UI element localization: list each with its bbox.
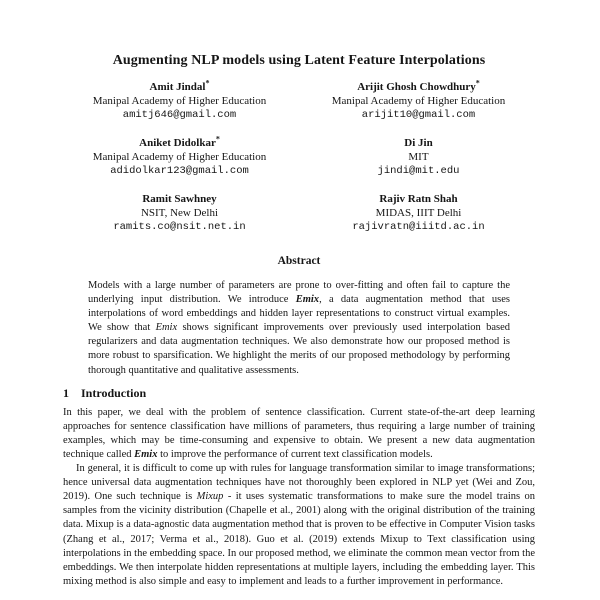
text-segment: Emix: [134, 448, 158, 460]
author-affiliation: MIDAS, IIIT Delhi: [375, 207, 462, 219]
author-email: adidolkar123@gmail.com: [110, 165, 249, 177]
author-affiliation: Manipal Academy of Higher Education: [92, 151, 267, 163]
text-segment: to improve the performance of current text classification models.: [157, 448, 433, 460]
text-segment: , a data augmentation method that uses interpolations of word embeddings and hidden layer representations to construct virtual examples. We show that: [88, 294, 510, 334]
text-segment: - it uses systematic transformations to make sure the model trains on samples from the vicinity distribution (Chapelle et al., 2001) along with the original distribution of the training data. Mixup is a data-agnostic data augmentation method that is proven to be effective in Computer Vision tasks (Zhang et al., 2017; Verma et al., 2018). Guo et al. (2019) extends Mixup to Text classification using interpolations in the embedding space. In our proposed method, we eliminate the common mean vector from the embeddings. We then interpolate hidden representations at multiple layers, including the embedding layer. This mixing method is also simple and easy to implement and leads to a further improvement in performance.: [63, 491, 535, 587]
author-name: Di Jin: [404, 137, 433, 149]
author-note: *: [205, 78, 210, 88]
author-block: [302, 80, 535, 122]
author-affiliation: Manipal Academy of Higher Education: [92, 95, 267, 107]
author-email: ramits.co@nsit.net.in: [113, 221, 246, 233]
author-block: [63, 80, 296, 122]
section-title: Introduction: [81, 385, 147, 400]
author-email: jindi@mit.edu: [377, 165, 460, 177]
text-segment: In this paper, we deal with the problem of sentence classification. Current state-of-the-art deep learning approaches for sentence classification have millions of parameters, thus requiring a large number of training examples, which may be time-consuming and expensive to obtain. We present a new data augmentation technique called: [63, 406, 535, 460]
author-block: [302, 192, 535, 234]
author-name: Rajiv Ratn Shah: [379, 193, 458, 205]
abstract-heading: Abstract: [277, 255, 321, 267]
author-affiliation: NSIT, New Delhi: [140, 207, 219, 219]
author-affiliation: Manipal Academy of Higher Education: [331, 95, 506, 107]
author-grid: [63, 80, 535, 234]
author-name: Amit Jindal*: [149, 78, 210, 93]
text-segment: Mixup: [196, 491, 224, 503]
author-name: Arijit Ghosh Chowdhury*: [357, 78, 480, 93]
section-number: 1: [63, 385, 69, 400]
author-name: Aniket Didolkar*: [139, 134, 220, 149]
author-affiliation: MIT: [408, 151, 429, 163]
author-email: arijit10@gmail.com: [361, 109, 476, 121]
text-segment: In general, it is difficult to come up with rules for language transformation similar to image transformations; hence universal data augmentation techniques have not thoroughly been explored in NLP yet (Wei and Zou, 2019). One such technique is: [63, 463, 535, 503]
paper-title: Augmenting NLP models using Latent Feature Interpolations: [112, 53, 486, 68]
author-name: Ramit Sawhney: [142, 193, 217, 205]
abstract-text: [88, 279, 510, 378]
text-segment: Models with a large number of parameters are prone to over-fitting and often fail to capture the underlying input distribution. We introduce: [88, 280, 510, 306]
author-email: rajivratn@iiitd.ac.in: [352, 221, 485, 233]
author-note: *: [215, 134, 220, 144]
author-block: [63, 192, 296, 234]
text-segment: shows significant improvements over previously used interpolation based regularizers and data augmentation techniques. We also demonstrate how our proposed method is more robust to sparsification. We highlight the merits of our proposed methodology by performing thorough quantitative and qualitative assessments.: [88, 322, 510, 376]
text-segment: Emix: [155, 322, 178, 334]
paragraph: [63, 406, 535, 462]
text-segment: Emix: [295, 294, 320, 306]
author-block: [302, 136, 535, 178]
section-heading: [63, 386, 535, 401]
author-note: *: [475, 78, 480, 88]
paragraph: [63, 462, 535, 589]
author-block: [63, 136, 296, 178]
author-email: amitj646@gmail.com: [122, 109, 237, 121]
